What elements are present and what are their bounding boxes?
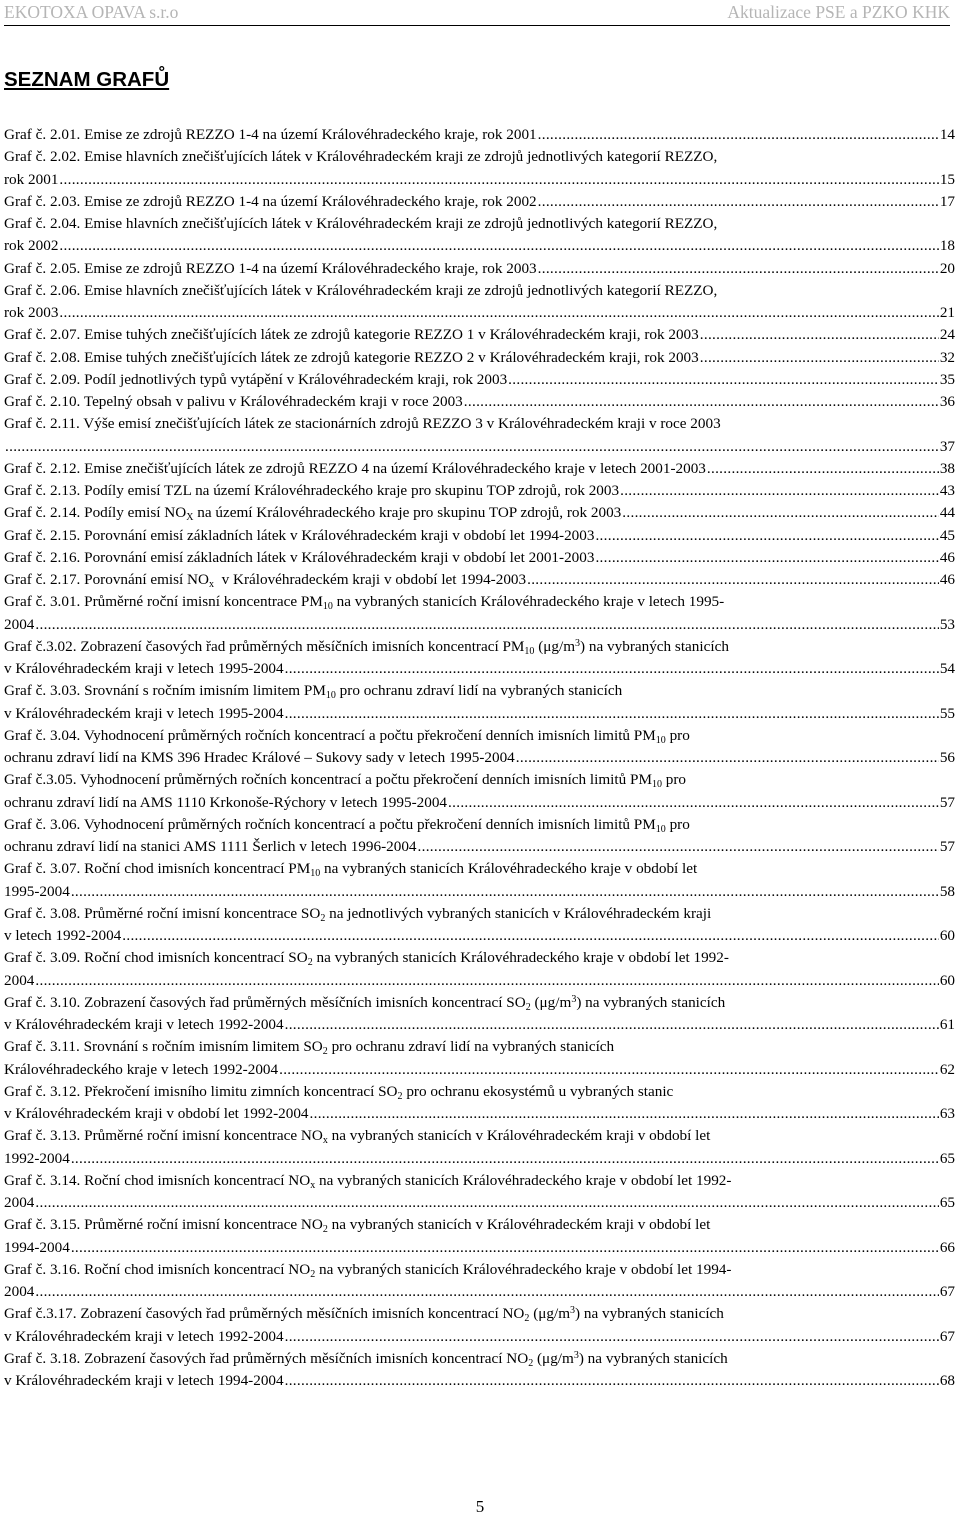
toc-entry-text: Graf č. 3.18. Zobrazení časových řad průměrných měsíčních imisních koncentrací $NO_2$ $(\mu g/m^3)$ na vybraných stanicích [4,1349,728,1369]
toc-entry-text: Graf č. 2.10. Tepelný obsah v palivu v Královéhradeckém kraji v roce 2003 [4,393,463,410]
toc-entry-text: Graf č. 3.06. Vyhodnocení průměrných ročních koncentrací a počtu překročení denních imisních limitů $PM_{10}$ pro [4,815,690,835]
toc-entry-text: 1994-2004 [4,1238,70,1256]
dot-leader [284,1326,939,1341]
toc-entry-page: 63 [939,1105,955,1122]
dot-leader [58,169,938,184]
dot-leader [34,1192,938,1207]
toc-entry-text: Graf č.3.17. Zobrazení časových řad průměrných měsíčních imisních koncentrací $NO_2$ $(\mu g/m^3)$ na vybraných stanicích [4,1305,724,1325]
dot-leader [121,925,939,940]
dot-leader [537,124,939,139]
page-header [4,1,950,26]
dot-leader [507,369,939,384]
toc-entry-text: 1995-2004 [4,882,70,900]
toc-entry[interactable] [4,769,955,814]
toc-entry-text: Graf č. 2.16. Porovnání emisí základních látek v Královéhradeckém kraji v období let 2001-2003 [4,548,595,566]
toc-entry[interactable] [4,324,955,346]
toc-entry-page: 14 [939,126,955,143]
dot-leader [70,881,939,896]
toc-entry-page: 53 [939,615,955,633]
table-of-figures [4,124,955,1392]
dot-leader [706,458,939,473]
toc-entry-page: 46 [939,548,955,566]
dot-leader [284,703,939,718]
toc-entry-page: 44 [939,504,955,522]
toc-entry-page: 67 [939,1283,955,1300]
toc-entry[interactable] [4,280,955,325]
toc-entry-text: Graf č. 2.02. Emise hlavních znečišťujících látek v Královéhradeckém kraji ze zdrojů jednotlivých kategorií REZZO, [4,148,718,166]
page-number: 5 [475,1497,485,1516]
toc-entry-page: 68 [939,1372,955,1389]
toc-entry[interactable] [4,725,955,770]
dot-leader [537,191,939,206]
toc-entry-text: Graf č. 2.12. Emise znečišťujících látek ze zdrojů REZZO 4 na území Královéhradeckého kraje v letech 2001-2003 [4,459,706,477]
toc-entry-page: 18 [939,237,955,255]
toc-entry[interactable] [4,858,955,903]
toc-entry-text: Graf č. 2.15. Porovnání emisí základních látek v Královéhradeckém kraji v období let 1994-2003 [4,526,595,544]
toc-entry-text: v letech 1992-2004 [4,927,122,944]
toc-entry-text: Graf č. 3.04. Vyhodnocení průměrných ročních koncentrací a počtu překročení denních imisních limitů $PM_{10}$ pro [4,726,690,746]
toc-entry-page: 36 [939,393,955,410]
toc-entry[interactable] [4,1170,955,1215]
toc-entry-text: v Královéhradeckém kraji v letech 1995-2004 [4,660,284,677]
toc-entry-text: rok 2003 [4,304,59,321]
toc-entry-text: Graf č. 3.01. Průměrné roční imisní koncentrace $PM_{10}$ na vybraných stanicích Královéhradeckého kraje v letech 1995- [4,593,725,613]
toc-entry-text: ochranu zdraví lidí na KMS 396 Hradec Králové – Sukovy sady v letech 1995-2004 [4,749,515,766]
toc-entry[interactable] [4,1125,955,1170]
dot-leader [699,347,939,362]
toc-entry-page: 58 [939,882,955,900]
toc-entry[interactable] [4,458,955,480]
header-document-title: Aktualizace PSE a PZKO KHK [727,2,950,22]
toc-entry-text: Graf č. 2.06. Emise hlavních znečišťujících látek v Královéhradeckém kraji ze zdrojů jednotlivých kategorií REZZO, [4,281,718,299]
toc-entry-text: Graf č. 2.04. Emise hlavních znečišťujících látek v Královéhradeckém kraji ze zdrojů jednotlivých kategorií REZZO, [4,215,718,232]
toc-entry-text: rok 2001 [4,170,59,188]
toc-entry-text: Graf č. 3.11. Srovnání s ročním imisním limitem $SO_2$ pro ochranu zdraví lidí na vybraných stanicích [4,1038,615,1058]
toc-entry-page: 15 [939,170,955,188]
toc-entry-text: Graf č. 2.13. Podíly emisí TZL na území Královéhradeckého kraje pro skupinu TOP zdrojů, rok 2003 [4,482,620,499]
toc-entry-text: v Královéhradeckém kraji v letech 1992-2004 [4,1327,284,1345]
toc-entry[interactable] [4,213,955,258]
toc-entry-text: Graf č.3.02. Zobrazení časových řad průměrných měsíčních imisních koncentrací $PM_{10}$ $(\mu g/m^3)$ na vybraných stanicích [4,637,729,657]
dot-leader [58,235,938,250]
toc-entry-page: 56 [939,749,955,766]
toc-entry-text: Graf č. 3.12. Překročení imisního limitu zimních koncentrací $SO_2$ pro ochranu ekosystémů u vybraných stanic [4,1082,674,1102]
toc-entry-text: ochranu zdraví lidí na stanici AMS 1111 Šerlich v letech 1996-2004 [4,838,417,855]
toc-entry-text: Graf č. 2.03. Emise ze zdrojů REZZO 1-4 na území Královéhradeckého kraje, rok 2002 [4,192,537,210]
dot-leader [4,436,939,451]
toc-entry[interactable] [4,369,955,391]
toc-entry-text: Graf č. 3.03. Srovnání s ročním imisním limitem $PM_{10}$ pro ochranu zdraví lidí na vybraných stanicích [4,682,623,702]
toc-entry-page: 55 [939,704,955,722]
toc-entry[interactable] [4,347,955,369]
toc-entry-text: Graf č. 3.10. Zobrazení časových řad průměrných měsíčních imisních koncentrací $SO_2$ $(\mu g/m^3)$ na vybraných stanicích [4,993,726,1013]
dot-leader [34,970,938,985]
toc-entry-page: 35 [939,370,955,388]
toc-entry-text: Graf č.3.05. Vyhodnocení průměrných ročních koncentrací a počtu překročení denních imisních limitů $PM_{10}$ pro [4,771,687,791]
toc-entry-page: 20 [939,259,955,277]
toc-entry-page: 65 [939,1194,955,1211]
toc-entry-text: Graf č. 3.15. Průměrné roční imisní koncentrace $NO_2$ na vybraných stanicích v Královéhradeckém kraji v období let [4,1216,711,1236]
toc-entry-text: v Královéhradeckém kraji v letech 1994-2004 [4,1372,284,1389]
toc-entry-page: 57 [939,793,955,811]
toc-entry-page: 61 [939,1016,955,1033]
toc-entry[interactable] [4,591,955,636]
toc-entry-text: Graf č. 2.07. Emise tuhých znečišťujících látek ze zdrojů kategorie REZZO 1 v Královéhradeckém kraji, rok 2003 [4,326,699,344]
dot-leader [284,658,939,673]
toc-entry-text: v Královéhradeckém kraji v letech 1992-2004 [4,1016,284,1033]
toc-entry[interactable] [4,569,955,591]
dot-leader [594,547,938,562]
toc-entry[interactable] [4,1081,955,1126]
toc-entry[interactable] [4,413,955,458]
toc-entry-text: Graf č. 3.13. Průměrné roční imisní koncentrace $NO_x$ na vybraných stanicích v Královéhradeckém kraji v období let [4,1127,711,1147]
toc-entry-page: 38 [939,459,955,477]
toc-entry-text: v Královéhradeckém kraji v období let 1992-2004 [4,1105,309,1122]
toc-entry-page: 37 [939,437,955,455]
toc-entry[interactable] [4,636,955,681]
toc-entry-text: Graf č. 2.17. Porovnání emisí $NO_x$ v Královéhradeckém kraji v období let 1994-2003 [4,571,527,590]
dot-leader [699,324,939,339]
toc-entry[interactable] [4,547,955,569]
toc-entry[interactable] [4,1348,955,1393]
toc-entry-page: 45 [939,526,955,544]
toc-entry-text: Graf č. 2.08. Emise tuhých znečišťujících látek ze zdrojů kategorie REZZO 2 v Královéhradeckém kraji, rok 2003 [4,348,699,366]
toc-entry-page: 21 [939,304,955,321]
dot-leader [34,614,938,629]
toc-entry-page: 62 [939,1060,955,1078]
dot-leader [278,1059,939,1074]
dot-leader [619,480,939,495]
toc-entry-page: 43 [939,482,955,499]
toc-entry-text: 2004 [4,971,35,989]
toc-entry[interactable] [4,480,955,502]
toc-entry[interactable] [4,814,955,859]
toc-entry-text: rok 2002 [4,237,59,255]
toc-entry-text: Graf č. 3.09. Roční chod imisních koncentrací $SO_2$ na vybraných stanicích Královéhradeckého kraje v období let 1992- [4,949,729,969]
toc-entry-text: Královéhradeckého kraje v letech 1992-2004 [4,1060,279,1078]
toc-entry-page: 57 [939,838,955,855]
toc-entry-text: ochranu zdraví lidí na AMS 1110 Krkonoše-Rýchory v letech 1995-2004 [4,793,448,811]
dot-leader [284,1370,939,1385]
toc-entry-text: 1992-2004 [4,1149,70,1167]
dot-leader [594,525,938,540]
toc-entry-text: Graf č. 2.14. Podíly emisí $NO_X$ na území Královéhradeckého kraje pro skupinu TOP zdrojů, rok 2003 [4,504,622,524]
toc-entry-text: Graf č. 2.11. Výše emisí znečišťujících látek ze stacionárních zdrojů REZZO 3 v Královéhradeckém kraji v roce 2003 [4,415,721,433]
dot-leader [70,1148,939,1163]
toc-entry[interactable] [4,1214,955,1259]
dot-leader [515,747,939,762]
dot-leader [58,302,938,317]
toc-entry[interactable] [4,525,955,547]
header-company: EKOTOXA OPAVA s.r.o [4,2,179,22]
toc-entry-page: 60 [939,971,955,989]
dot-leader [447,792,939,807]
toc-entry-text: Graf č. 3.16. Roční chod imisních koncentrací $NO_2$ na vybraných stanicích Královéhradeckého kraje v období let 1994- [4,1260,732,1280]
toc-entry[interactable] [4,191,955,213]
dot-leader [621,502,939,517]
toc-entry-text: Graf č. 3.07. Roční chod imisních koncentrací $PM_{10}$ na vybraných stanicích Královéhradeckého kraje v období let [4,860,698,880]
toc-entry[interactable] [4,146,955,191]
toc-entry[interactable] [4,992,955,1037]
toc-entry-page: 65 [939,1149,955,1167]
dot-leader [463,391,939,406]
toc-entry-text: Graf č. 2.05. Emise ze zdrojů REZZO 1-4 na území Královéhradeckého kraje, rok 2003 [4,259,537,277]
page-title: SEZNAM GRAFŮ [4,68,170,91]
dot-leader [537,258,939,273]
toc-entry[interactable] [4,680,955,725]
toc-entry-text: v Královéhradeckém kraji v letech 1995-2004 [4,704,284,722]
dot-leader [417,836,939,851]
toc-entry[interactable] [4,1303,955,1348]
toc-entry[interactable] [4,391,955,413]
toc-entry[interactable] [4,258,955,280]
toc-entry[interactable] [4,124,955,146]
dot-leader [284,1014,939,1029]
toc-entry-page: 24 [939,326,955,344]
toc-entry-page: 54 [939,660,955,677]
toc-entry[interactable] [4,1259,955,1304]
toc-entry-text: Graf č. 3.14. Roční chod imisních koncentrací $NO_x$ na vybraných stanicích Královéhradeckého kraje v období let 1992- [4,1171,732,1191]
toc-entry-page: 17 [939,192,955,210]
toc-entry-page: 60 [939,927,955,944]
toc-entry-text: Graf č. 2.01. Emise ze zdrojů REZZO 1-4 na území Královéhradeckého kraje, rok 2001 [4,126,537,143]
dot-leader [70,1237,939,1252]
toc-entry-text: Graf č. 2.09. Podíl jednotlivých typů vytápění v Královéhradeckém kraji, rok 2003 [4,370,508,388]
toc-entry-page: 46 [939,571,955,588]
toc-entry[interactable] [4,1036,955,1081]
toc-entry[interactable] [4,502,955,524]
toc-entry-text: 2004 [4,1283,35,1300]
toc-entry-page: 32 [939,348,955,366]
toc-entry[interactable] [4,903,955,948]
dot-leader [309,1103,939,1118]
toc-entry-text: 2004 [4,615,35,633]
toc-entry-text: Graf č. 3.08. Průměrné roční imisní koncentrace $SO_2$ na jednotlivých vybraných stanicích v Královéhradeckém kraji [4,904,712,924]
dot-leader [526,569,939,584]
toc-entry-page: 66 [939,1238,955,1256]
dot-leader [34,1281,938,1296]
toc-entry-page: 67 [939,1327,955,1345]
toc-entry[interactable] [4,947,955,992]
toc-entry-text: 2004 [4,1194,35,1211]
